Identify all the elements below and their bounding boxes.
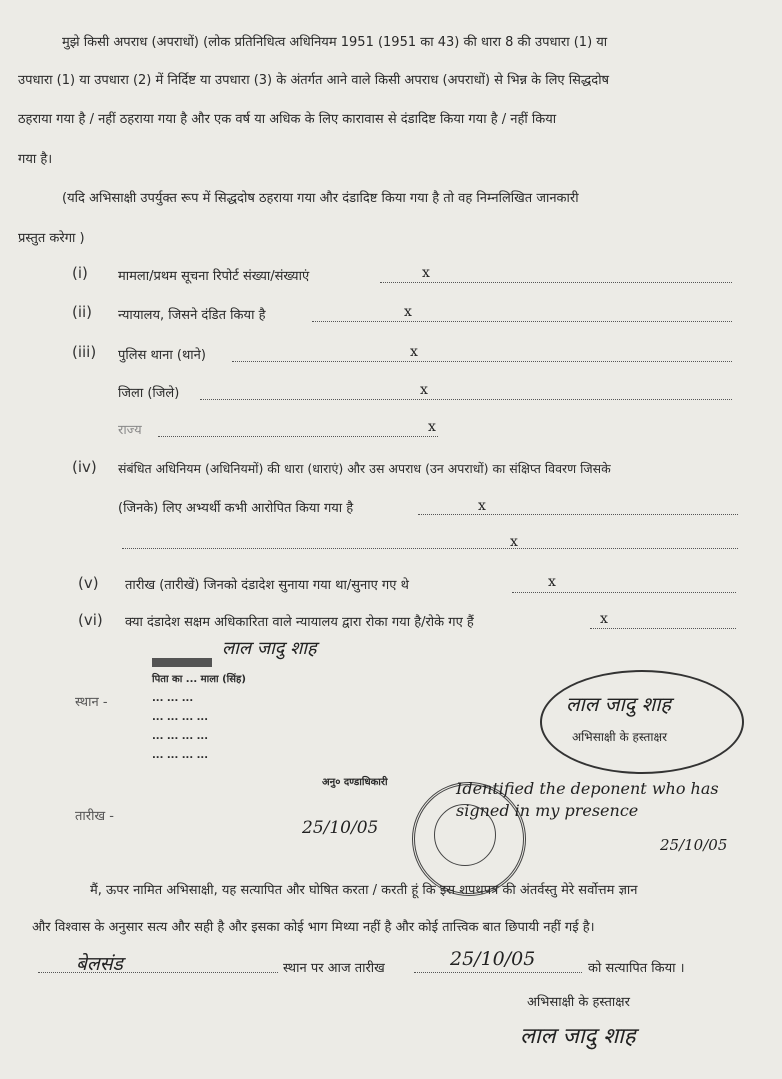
item-i-label: मामला/प्रथम सूचना रिपोर्ट संख्या/संख्याएं [118, 269, 310, 284]
stamp-top-signature: लाल जादु शाह [222, 638, 317, 659]
verification-line1: मैं, ऊपर नामित अभिसाक्षी, यह सत्यापित और घोषित करता / करती हूं कि इस शपथपत्र की अंतर्वस्तु मेरे सर्वोत्तम ज्ञान [90, 883, 638, 898]
item-iv-cross2: x [510, 534, 518, 550]
date-label: तारीख - [75, 809, 114, 824]
item-iv-line1: संबंधित अधिनियम (अधिनियमों) की धारा (धाराएं) और उस अपराध (उन अपराधों) का संक्षिप्त विवरण जिसके [118, 461, 611, 476]
place-label: स्थान - [75, 695, 108, 710]
para1-line3: ठहराया गया है / नहीं ठहराया गया है और एक वर्ष या अधिक के लिए कारावास से दंडादिष्ट किया गया है / नहीं किया [18, 112, 557, 127]
verify-date-line [414, 972, 582, 973]
item-i-cross: x [422, 265, 430, 281]
item-vi-number: (vi) [78, 611, 103, 629]
para2-line1: (यदि अभिसाक्षी उपर्युक्त रूप में सिद्धदोष ठहराया गया और दंडादिष्ट किया गया है तो वह निम्नलिखित जानकारी [62, 191, 579, 206]
item-iii-fill-line [232, 361, 732, 362]
item-v-cross: x [548, 574, 556, 590]
identification-note: Identified the deponent who has signed in my presence [456, 779, 719, 820]
item-iv-number: (iv) [72, 458, 97, 476]
item-v-number: (v) [78, 574, 99, 592]
item-ii-fill-line [312, 321, 732, 322]
item-ii-label: न्यायालय, जिसने दंडित किया है [118, 308, 266, 323]
stamp-line-4: ... ... ... ... [152, 731, 209, 742]
verify-place-line [38, 972, 278, 973]
deponent-signature-oval [540, 670, 744, 774]
stamp-line-2: ... ... ... [152, 693, 194, 704]
item-iv-cross1: x [478, 498, 486, 514]
item-iii-number: (iii) [72, 343, 97, 361]
item-vi-label: क्या दंडादेश सक्षम अधिकारिता वाले न्यायालय द्वारा रोका गया है/रोके गए हैं [125, 615, 474, 630]
officer-date: 25/10/05 [660, 836, 728, 854]
item-vi-cross: x [600, 611, 608, 627]
stamp-date-handwritten: 25/10/05 [302, 818, 379, 838]
item-iv-fill-line2 [122, 548, 738, 549]
deponent-box-label: अभिसाक्षी के हस्ताक्षर [572, 730, 667, 744]
item-v-label: तारीख (तारीखें) जिनको दंडादेश सुनाया गया था/सुनाए गए थे [125, 578, 409, 593]
para2-line2: प्रस्तुत करेगा ) [18, 231, 85, 246]
item-i-number: (i) [72, 264, 88, 282]
stamp-line-1: पिता का ... माला (सिंह) [152, 674, 246, 685]
stamp-line-3: ... ... ... ... [152, 712, 209, 723]
footer-signature: लाल जादु शाह [520, 1024, 636, 1049]
item-iv-line2: (जिनके) लिए अभ्यर्थी कभी आरोपित किया गया है [118, 501, 354, 516]
item-iv-fill-line1 [418, 514, 738, 515]
verification-line2: और विश्वास के अनुसार सत्य और सही है और इसका कोई भाग मिथ्या नहीं है और कोई तात्त्विक बात छिपायी नहीं गई है। [32, 920, 595, 935]
verify-end-text: को सत्यापित किया । [588, 961, 685, 976]
item-ii-number: (ii) [72, 303, 93, 321]
item-i-fill-line [380, 282, 732, 283]
stamp-sub-title: अनु० दण्डाधिकारी [322, 777, 388, 788]
para1-line2: उपधारा (1) या उपधारा (2) में निर्दिष्ट या उपधारा (3) के अंतर्गत आने वाले किसी अपराध (अपराधों) से भिन्न के लिए सिद्धदोष [18, 73, 610, 88]
ink-blot [152, 658, 212, 667]
district-label: जिला (जिले) [118, 386, 180, 401]
verify-date-value: 25/10/05 [450, 948, 536, 970]
item-iii-cross: x [410, 344, 418, 360]
item-vi-fill-line [590, 628, 736, 629]
district-cross: x [420, 382, 428, 398]
state-fill-line [158, 436, 438, 437]
item-iii-label: पुलिस थाना (थाने) [118, 348, 206, 363]
state-cross: x [428, 419, 436, 435]
district-fill-line [200, 399, 732, 400]
stamp-line-5: ... ... ... ... [152, 750, 209, 761]
deponent-signature: लाल जादु शाह [566, 692, 672, 716]
para1-line4: गया है। [18, 152, 53, 167]
verify-place-text: स्थान पर आज तारीख [283, 961, 385, 976]
footer-signature-label: अभिसाक्षी के हस्ताक्षर [527, 995, 630, 1010]
verify-place-value: बेलसंड [76, 953, 123, 975]
state-label: राज्य [118, 423, 142, 438]
para1-line1: मुझे किसी अपराध (अपराधों) (लोक प्रतिनिधित्व अधिनियम 1951 (1951 का 43) की धारा 8 की उपधारा (1) या [62, 35, 608, 50]
notary-stamp-text [152, 670, 482, 765]
item-ii-cross: x [404, 304, 412, 320]
item-v-fill-line [512, 592, 736, 593]
